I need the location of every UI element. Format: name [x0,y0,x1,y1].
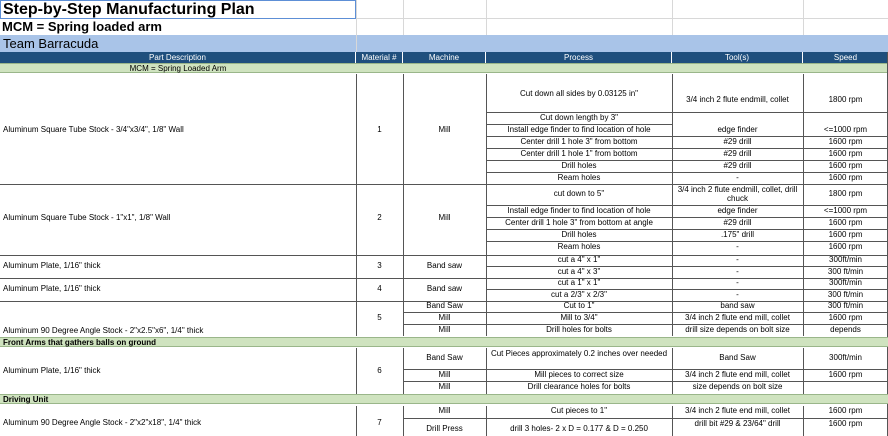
tool[interactable]: - [736,278,739,287]
col-tools[interactable]: Tool(s) [672,52,803,63]
machine[interactable]: Mill [438,213,451,222]
tool[interactable]: .175" drill [720,230,755,239]
speed[interactable]: 1600 rpm [828,370,863,379]
grid-line [356,0,357,52]
tool[interactable]: - [736,242,739,251]
tool[interactable]: band saw [720,301,755,310]
speed[interactable]: 300ft/min [829,353,862,362]
speed[interactable]: <=1000 rpm [823,125,868,134]
speed[interactable]: <=1000 rpm [823,206,868,215]
material-number[interactable]: 5 [377,313,382,322]
tool[interactable]: edge finder [717,206,758,215]
tool[interactable]: edge finder [717,125,758,134]
process[interactable]: Drill clearance holes for bolts [527,382,631,391]
grid-line [403,74,404,336]
machine[interactable]: Mill [438,313,451,322]
col-part-description[interactable]: Part Description [0,52,356,63]
process[interactable]: Cut down length by 3" [540,113,618,122]
sheet-subtitle: MCM = Spring loaded arm [2,19,162,34]
speed[interactable]: 1600 rpm [828,137,863,146]
tool[interactable]: - [736,267,739,276]
tool[interactable]: drill size depends on bolt size [685,325,790,334]
machine[interactable]: Band saw [426,261,463,270]
tool[interactable]: 3/4 inch 2 flute end mill, collet [685,313,790,322]
process[interactable]: Install edge finder to find location of hole [507,125,651,134]
speed[interactable]: 1600 rpm [828,173,863,182]
process[interactable]: Ream holes [557,173,601,182]
part-description[interactable]: Aluminum Plate, 1/16" thick [3,261,101,270]
process[interactable]: cut a 1" x 1" [557,278,601,287]
tool[interactable]: Band Saw [719,353,756,362]
speed[interactable]: 1600 rpm [828,149,863,158]
process[interactable]: Cut pieces to 1" [550,406,608,415]
process[interactable]: Drill holes [561,230,597,239]
tool[interactable]: #29 drill [723,137,752,146]
speed[interactable]: 300ft/min [829,255,862,264]
section-label: Driving Unit [3,395,49,404]
section-band-driving-unit [0,394,888,404]
tool[interactable]: #29 drill [723,149,752,158]
process[interactable]: Cut to 1" [563,301,595,310]
speed[interactable]: 1800 rpm [828,95,863,104]
speed[interactable]: 300ft/min [829,278,862,287]
process[interactable]: cut down to 5" [553,189,605,198]
section-label: Front Arms that gathers balls on ground [3,338,157,347]
tool[interactable]: 3/4 inch 2 flute end mill, collet [685,406,790,415]
process[interactable]: Ream holes [557,242,601,251]
col-process[interactable]: Process [486,52,672,63]
tool[interactable]: - [736,290,739,299]
speed[interactable]: 1600 rpm [828,230,863,239]
part-description[interactable]: Aluminum Plate, 1/16" thick [3,366,101,375]
team-label: Team Barracuda [3,36,99,51]
process[interactable]: cut a 4" x 1" [557,255,601,264]
col-machine[interactable]: Machine [403,52,486,63]
material-number[interactable]: 6 [377,366,382,375]
section-band-mcm [0,63,888,73]
speed[interactable]: 1600 rpm [828,419,863,428]
process[interactable]: Drill holes for bolts [546,325,612,334]
speed[interactable]: 1600 rpm [828,406,863,415]
part-description[interactable]: Aluminum 90 Degree Angle Stock - 2"x2.5"x6", 1/4" thick [3,326,204,335]
speed[interactable]: 1600 rpm [828,161,863,170]
process[interactable]: cut a 2/3" x 2/3" [551,290,607,299]
machine[interactable]: Mill [438,382,451,391]
tool[interactable]: - [736,173,739,182]
process[interactable]: Center drill 1 hole 3" from bottom at angle [505,218,653,227]
material-number[interactable]: 1 [377,125,382,134]
section-band-front-arms [0,337,888,347]
column-header-row [0,52,888,63]
material-number[interactable]: 3 [377,261,382,270]
tool[interactable]: - [736,255,739,264]
process[interactable]: Install edge finder to find location of hole [507,206,651,215]
machine[interactable]: Mill [438,406,451,415]
process[interactable]: Mill to 3/4" [560,313,598,322]
material-number[interactable]: 4 [377,284,382,293]
speed[interactable]: depends [830,325,861,334]
machine[interactable]: Band Saw [426,301,463,310]
speed[interactable]: 300 ft/min [827,301,864,310]
col-material-number[interactable]: Material # [356,52,403,63]
tool[interactable]: size depends on bolt size [692,382,783,391]
machine[interactable]: Band Saw [426,353,463,362]
speed[interactable]: 300 ft/min [827,267,864,276]
tool[interactable]: 3/4 inch 2 flute endmill, collet, drill chuck [677,185,798,203]
speed[interactable]: 1600 rpm [828,218,863,227]
process[interactable]: Center drill 1 hole 1" from bottom [520,149,638,158]
section-label: MCM = Spring Loaded Arm [129,64,227,73]
material-number[interactable]: 2 [377,213,382,222]
part-description[interactable]: Aluminum Square Tube Stock - 1"x1", 1/8" Wall [3,213,171,222]
speed[interactable]: 1800 rpm [828,189,863,198]
col-speed[interactable]: Speed [833,53,858,62]
grid-line [356,18,888,19]
sheet-title[interactable]: Step-by-Step Manufacturing Plan [0,0,356,19]
process[interactable]: Drill holes [561,161,597,170]
tool[interactable]: #29 drill [723,161,752,170]
process[interactable]: cut a 4" x 3" [557,267,601,276]
process[interactable]: Center drill 1 hole 3" from bottom [520,137,638,146]
process[interactable]: drill 3 holes- 2 x D = 0.177 & D = 0.250 [510,424,648,433]
process[interactable]: Cut Pieces approximately 0.2 inches over needed [490,349,668,358]
part-description[interactable]: Aluminum Plate, 1/16" thick [3,284,101,293]
tool[interactable]: #29 drill [723,218,752,227]
process[interactable]: Cut down all sides by 0.03125 in" [519,89,639,98]
material-number[interactable]: 7 [377,418,382,427]
part-description[interactable]: Aluminum 90 Degree Angle Stock - 2"x2"x18", 1/4" thick [3,418,202,427]
speed[interactable]: 1600 rpm [828,313,863,322]
speed[interactable]: 1600 rpm [828,242,863,251]
speed[interactable]: 300 ft/min [827,290,864,299]
machine[interactable]: Mill [438,325,451,334]
tool[interactable]: 3/4 inch 2 flute end mill, collet [685,370,790,379]
machine[interactable]: Drill Press [426,424,463,433]
team-name [0,35,888,52]
tool[interactable]: 3/4 inch 2 flute endmill, collet [686,95,789,104]
machine[interactable]: Mill [438,125,451,134]
tool[interactable]: drill bit #29 & 23/64" drill [694,419,781,428]
process[interactable]: Mill pieces to correct size [534,370,624,379]
part-description[interactable]: Aluminum Square Tube Stock - 3/4"x3/4", 1/8" Wall [3,125,184,134]
grid-line [356,74,357,336]
machine[interactable]: Mill [438,370,451,379]
machine[interactable]: Band saw [426,284,463,293]
